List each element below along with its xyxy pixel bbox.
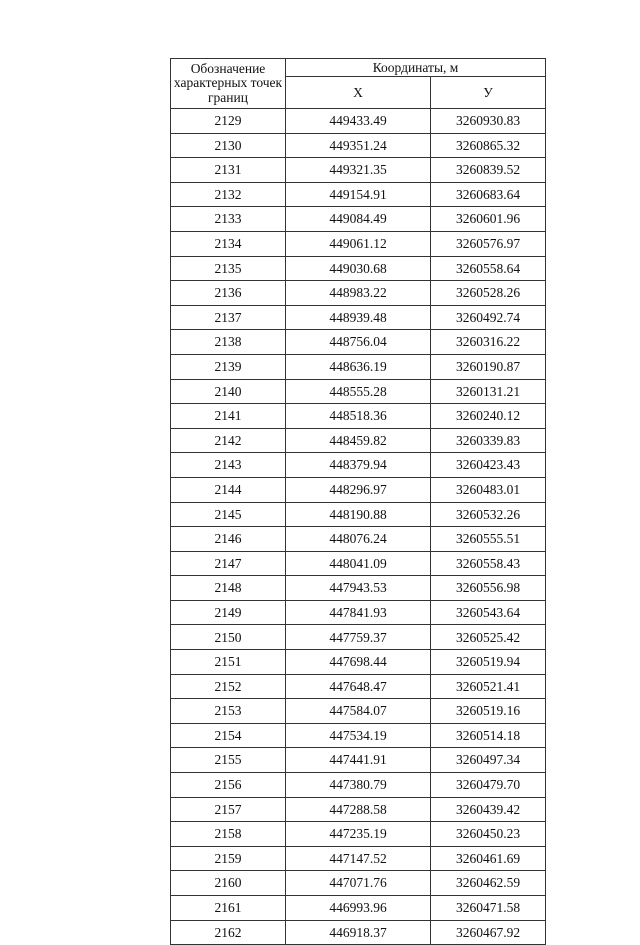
y-coordinate-cell: 3260519.16 xyxy=(431,699,546,724)
table-row xyxy=(171,674,546,699)
point-id-cell: 2135 xyxy=(171,256,286,281)
x-coordinate-cell: 447534.19 xyxy=(286,723,431,748)
table-header xyxy=(171,59,546,109)
x-coordinate-cell: 447943.53 xyxy=(286,576,431,601)
table-row xyxy=(171,600,546,625)
y-coordinate-cell: 3260532.26 xyxy=(431,502,546,527)
x-coordinate-cell: 447235.19 xyxy=(286,822,431,847)
table-row xyxy=(171,256,546,281)
point-id-cell: 2158 xyxy=(171,822,286,847)
table-row xyxy=(171,920,546,945)
x-coordinate-cell: 448190.88 xyxy=(286,502,431,527)
table-row xyxy=(171,477,546,502)
x-coordinate-cell: 448555.28 xyxy=(286,379,431,404)
y-coordinate-cell: 3260556.98 xyxy=(431,576,546,601)
table-row xyxy=(171,428,546,453)
point-id-cell: 2152 xyxy=(171,674,286,699)
x-coordinate-cell: 449351.24 xyxy=(286,133,431,158)
y-coordinate-cell: 3260471.58 xyxy=(431,896,546,921)
point-id-cell: 2149 xyxy=(171,600,286,625)
table-row xyxy=(171,871,546,896)
x-coordinate-cell: 448379.94 xyxy=(286,453,431,478)
y-coordinate-cell: 3260131.21 xyxy=(431,379,546,404)
y-coordinate-cell: 3260467.92 xyxy=(431,920,546,945)
y-coordinate-cell: 3260519.94 xyxy=(431,650,546,675)
table-row xyxy=(171,207,546,232)
y-coordinate-cell: 3260339.83 xyxy=(431,428,546,453)
point-id-cell: 2141 xyxy=(171,404,286,429)
y-coordinate-cell: 3260190.87 xyxy=(431,354,546,379)
point-id-cell: 2156 xyxy=(171,773,286,798)
point-id-cell: 2129 xyxy=(171,109,286,134)
table-row xyxy=(171,773,546,798)
table-row xyxy=(171,231,546,256)
point-id-cell: 2148 xyxy=(171,576,286,601)
table-row xyxy=(171,748,546,773)
table-row xyxy=(171,182,546,207)
table-row xyxy=(171,797,546,822)
table-row xyxy=(171,625,546,650)
x-coordinate-cell: 447071.76 xyxy=(286,871,431,896)
point-id-cell: 2136 xyxy=(171,281,286,306)
point-id-cell: 2144 xyxy=(171,477,286,502)
y-coordinate-cell: 3260514.18 xyxy=(431,723,546,748)
point-id-cell: 2131 xyxy=(171,158,286,183)
table-row xyxy=(171,379,546,404)
x-coordinate-cell: 447759.37 xyxy=(286,625,431,650)
point-id-cell: 2134 xyxy=(171,231,286,256)
y-coordinate-cell: 3260497.34 xyxy=(431,748,546,773)
point-id-cell: 2132 xyxy=(171,182,286,207)
table-row xyxy=(171,846,546,871)
point-id-cell: 2150 xyxy=(171,625,286,650)
y-coordinate-cell: 3260492.74 xyxy=(431,305,546,330)
x-coordinate-cell: 448076.24 xyxy=(286,527,431,552)
point-id-cell: 2159 xyxy=(171,846,286,871)
x-coordinate-cell: 447584.07 xyxy=(286,699,431,724)
table-row xyxy=(171,699,546,724)
table-row xyxy=(171,109,546,134)
y-coordinate-cell: 3260865.32 xyxy=(431,133,546,158)
point-id-cell: 2161 xyxy=(171,896,286,921)
point-id-cell: 2130 xyxy=(171,133,286,158)
table-row xyxy=(171,502,546,527)
y-coordinate-cell: 3260601.96 xyxy=(431,207,546,232)
x-coordinate-cell: 447648.47 xyxy=(286,674,431,699)
point-id-cell: 2157 xyxy=(171,797,286,822)
table-row xyxy=(171,305,546,330)
point-id-cell: 2153 xyxy=(171,699,286,724)
y-coordinate-cell: 3260462.59 xyxy=(431,871,546,896)
y-coordinate-cell: 3260316.22 xyxy=(431,330,546,355)
table-row xyxy=(171,133,546,158)
table-row xyxy=(171,723,546,748)
y-coordinate-cell: 3260930.83 xyxy=(431,109,546,134)
y-coordinate-cell: 3260521.41 xyxy=(431,674,546,699)
header-x: X xyxy=(286,77,431,109)
x-coordinate-cell: 448636.19 xyxy=(286,354,431,379)
x-coordinate-cell: 448041.09 xyxy=(286,551,431,576)
table-body xyxy=(171,109,546,945)
table-row xyxy=(171,822,546,847)
point-id-cell: 2162 xyxy=(171,920,286,945)
table-row xyxy=(171,404,546,429)
x-coordinate-cell: 446918.37 xyxy=(286,920,431,945)
table-row xyxy=(171,650,546,675)
x-coordinate-cell: 447380.79 xyxy=(286,773,431,798)
point-id-cell: 2139 xyxy=(171,354,286,379)
y-coordinate-cell: 3260423.43 xyxy=(431,453,546,478)
table-row xyxy=(171,158,546,183)
x-coordinate-cell: 449154.91 xyxy=(286,182,431,207)
y-coordinate-cell: 3260558.64 xyxy=(431,256,546,281)
y-coordinate-cell: 3260461.69 xyxy=(431,846,546,871)
y-coordinate-cell: 3260528.26 xyxy=(431,281,546,306)
y-coordinate-cell: 3260240.12 xyxy=(431,404,546,429)
point-id-cell: 2145 xyxy=(171,502,286,527)
table-row xyxy=(171,330,546,355)
point-id-cell: 2138 xyxy=(171,330,286,355)
table-row xyxy=(171,281,546,306)
header-point-designation: Обозначение характерных точек границ xyxy=(171,59,286,109)
y-coordinate-cell: 3260576.97 xyxy=(431,231,546,256)
x-coordinate-cell: 449030.68 xyxy=(286,256,431,281)
table-row xyxy=(171,354,546,379)
x-coordinate-cell: 447288.58 xyxy=(286,797,431,822)
x-coordinate-cell: 449321.35 xyxy=(286,158,431,183)
y-coordinate-cell: 3260555.51 xyxy=(431,527,546,552)
x-coordinate-cell: 448756.04 xyxy=(286,330,431,355)
y-coordinate-cell: 3260683.64 xyxy=(431,182,546,207)
point-id-cell: 2137 xyxy=(171,305,286,330)
point-id-cell: 2160 xyxy=(171,871,286,896)
x-coordinate-cell: 448296.97 xyxy=(286,477,431,502)
y-coordinate-cell: 3260525.42 xyxy=(431,625,546,650)
x-coordinate-cell: 447147.52 xyxy=(286,846,431,871)
y-coordinate-cell: 3260450.23 xyxy=(431,822,546,847)
x-coordinate-cell: 447441.91 xyxy=(286,748,431,773)
table-row xyxy=(171,551,546,576)
x-coordinate-cell: 449061.12 xyxy=(286,231,431,256)
header-coordinates: Координаты, м xyxy=(286,59,546,77)
point-id-cell: 2140 xyxy=(171,379,286,404)
point-id-cell: 2143 xyxy=(171,453,286,478)
table-row xyxy=(171,576,546,601)
coordinates-table xyxy=(170,58,546,945)
point-id-cell: 2155 xyxy=(171,748,286,773)
table-row xyxy=(171,453,546,478)
x-coordinate-cell: 446993.96 xyxy=(286,896,431,921)
y-coordinate-cell: 3260558.43 xyxy=(431,551,546,576)
x-coordinate-cell: 448983.22 xyxy=(286,281,431,306)
point-id-cell: 2146 xyxy=(171,527,286,552)
y-coordinate-cell: 3260543.64 xyxy=(431,600,546,625)
point-id-cell: 2147 xyxy=(171,551,286,576)
x-coordinate-cell: 448939.48 xyxy=(286,305,431,330)
y-coordinate-cell: 3260479.70 xyxy=(431,773,546,798)
point-id-cell: 2151 xyxy=(171,650,286,675)
y-coordinate-cell: 3260439.42 xyxy=(431,797,546,822)
table-row xyxy=(171,896,546,921)
point-id-cell: 2154 xyxy=(171,723,286,748)
x-coordinate-cell: 449084.49 xyxy=(286,207,431,232)
table-row xyxy=(171,527,546,552)
x-coordinate-cell: 447698.44 xyxy=(286,650,431,675)
header-y: У xyxy=(431,77,546,109)
y-coordinate-cell: 3260839.52 xyxy=(431,158,546,183)
x-coordinate-cell: 447841.93 xyxy=(286,600,431,625)
point-id-cell: 2142 xyxy=(171,428,286,453)
point-id-cell: 2133 xyxy=(171,207,286,232)
y-coordinate-cell: 3260483.01 xyxy=(431,477,546,502)
x-coordinate-cell: 448518.36 xyxy=(286,404,431,429)
x-coordinate-cell: 448459.82 xyxy=(286,428,431,453)
x-coordinate-cell: 449433.49 xyxy=(286,109,431,134)
